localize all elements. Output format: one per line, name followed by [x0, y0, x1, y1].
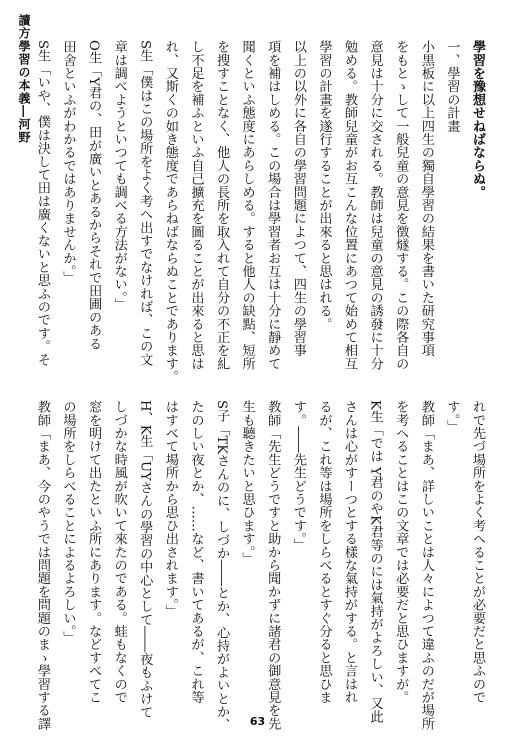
text-column: はすべて場所から思ひ出されます。」 [162, 400, 178, 618]
text-column: す。――先生どうです。」 [290, 400, 306, 552]
text-column: 小黒板に以上四生の獨自學習の結果を書いた研究事項 [418, 40, 434, 357]
text-column: す。」 [444, 400, 460, 433]
text-column: 勉める。教師兒童がお互こんな位置にあつて始めて相互 [342, 40, 358, 370]
text-column: 窓を明けて出たといふ所にあります。などすべてこ [86, 400, 102, 704]
text-column: 學習を豫想せねばならぬ。 [470, 40, 485, 199]
text-column: さんは心がすーつとする樣な氣持がする。と言はれ [342, 400, 358, 704]
text-column: 一、學習の計畫 [444, 40, 460, 133]
text-column: 田舍といふがわかるではありませんか。」 [60, 40, 76, 285]
text-column: 生も聽きたいと思ひます。」 [239, 400, 255, 565]
text-column: S子「TKさんのに、しづか――とか、心持がよいとか、 [214, 400, 230, 732]
text-column: 教師「まあ、今のやうでは問題を問題のまゝ學習する譯 [34, 400, 50, 730]
text-column: K生「では Y君のやK君等のには氣持がよろしい、又此 [367, 400, 383, 724]
text-column: 意見は十分に交される。教師は兒童の意見の誘發に十分 [367, 40, 383, 370]
text-column: を考へることはこの文章では必要だと思ひますが。 [393, 400, 409, 704]
text-column: 學習の計畫を遂行することが出來ると思はれる。 [316, 40, 332, 331]
text-column: るが、これ等は場所をしらべるとすぐ分ると思ひま [316, 400, 332, 704]
text-column: S生「いや、僕は決して田は廣くないと思ふのです。そ [34, 40, 50, 366]
running-header: 讀方學習の本義―河野 [17, 14, 31, 144]
text-column: 聞くといふ態度にあらしめる。すると他人の缺點、短所 [239, 40, 255, 370]
text-column: を搜すことなく、他人の長所を取入れて自分の不正を糺 [214, 40, 230, 370]
text-column: 章は調べようといつても調べる方法がない。」 [111, 40, 127, 311]
text-column: S生「僕はこの場所をよく考へ出すでなければ、この文 [137, 40, 153, 366]
text-column: れ、又斯くの如き態度であらねばならぬことであります。 [162, 40, 178, 384]
text-column: 項を補はしめる。この場合は學習者お互は十分に靜めて [265, 40, 281, 370]
text-column: の場所をしらべることによるよろしい。」 [60, 400, 76, 645]
text-column: し不足を補ふといふ自己擴充を圖ることが出來ると思は [188, 40, 204, 370]
text-column: O生「Y君の、田が廣いとあるからそれで田圃のある [86, 40, 102, 350]
text-column: 教師「まあ、詳しいことは人々によつて違ふのだが場所 [418, 400, 434, 730]
text-column: 教師「先生どうですと助から聞かずに諸君の御意見を先 [265, 400, 281, 730]
text-column: 以上の以外に各自の學習問題によつて、四生の學習事 [290, 40, 306, 357]
page-number: 63 [249, 715, 266, 728]
text-column: H、K生「UYさんの學習の中心として――夜もふけて [137, 400, 153, 719]
upper-text-block [34, 40, 490, 388]
text-column: をもとゝして一般兒童の意見を徴燧する。この際各自の [393, 40, 409, 370]
text-column: たのしい夜とか、……など、書いてあるが、これ等 [188, 400, 204, 704]
text-column: しづかな時風が吹いて來たのである。蛙もなくので [111, 400, 127, 704]
text-column: れで先づ場所をよく考へることが必要だと思ふので [470, 400, 485, 704]
